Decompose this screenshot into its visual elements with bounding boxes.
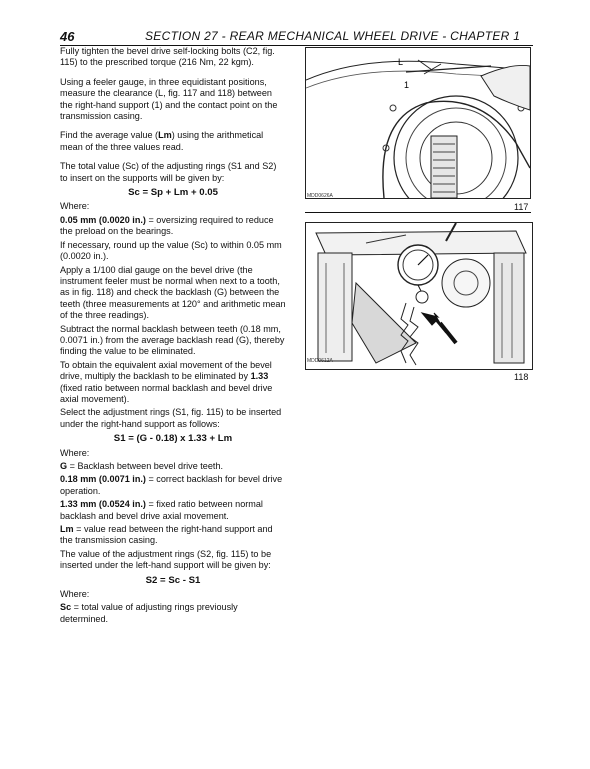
formula-s2: S2 = Sc - S1: [145, 574, 201, 586]
figure-118-drawing: [306, 223, 532, 369]
paragraph-8: To obtain the equivalent axial movement of the bevel drive, multiply the backlash to be eliminated by 1.33 (fixed ratio between normal backlash and bevel drive axial movement).: [60, 359, 273, 404]
definition-normal-backlash: 0.18 mm (0.0071 in.) = correct backlash for bevel drive operation.: [60, 474, 283, 496]
formula-s1: S1 = (G - 0.18) x 1.33 + Lm: [113, 433, 233, 445]
label-l: L: [398, 57, 404, 67]
page-header: [60, 29, 530, 45]
paragraph-7: Subtract the normal backlash between teeth (0.18 mm, 0.0071 in.) from the average backlash read (G), thereby finding the value to be eliminated.: [60, 323, 285, 357]
paragraph-3: Find the average value (Lm) using the arithmetical mean of the three values read.: [60, 130, 264, 152]
figure-117-rule: [305, 212, 531, 213]
definition-g: G = Backlash between bevel drive teeth.: [60, 461, 224, 471]
definition-sc: Sc = total value of adjusting rings previously determined.: [60, 602, 238, 624]
figure-118-code: MDD0612A: [307, 358, 333, 364]
figure-117-number: 117: [514, 202, 529, 212]
where-label-3: Where:: [60, 589, 90, 600]
definition-lm: Lm = value read between the right-hand support and the transmission casing.: [60, 524, 273, 546]
paragraph-6: Apply a 1/100 dial gauge on the bevel drive (the instrument feeler must be normal when next to a tooth, as in fig. 118) and check the backlash (G) between the teeth (three measurements at 120° and arithmetic mean of the three readings).: [60, 264, 286, 321]
paragraph-2: Using a feeler gauge, in three equidistant positions, measure the clearance (L, fig. 117 and 118) between the right-hand support (1) and the contact point on the transmission casing.: [60, 76, 278, 122]
text-column: [60, 46, 286, 625]
where-label-2: Where:: [60, 447, 90, 458]
where-label-1: Where:: [60, 201, 90, 212]
paragraph-9: Select the adjustment rings (S1, fig. 115) to be inserted under the right-hand support as follows:: [60, 407, 282, 429]
figure-117: [305, 47, 531, 199]
formula-sc: Sc = Sp + Lm + 0.05: [128, 187, 218, 199]
label-1: 1: [404, 80, 410, 90]
paragraph-4: The total value (Sc) of the adjusting rings (S1 and S2) to insert on the supports will be given by:: [60, 161, 277, 183]
section-title: SECTION 27 - REAR MECHANICAL WHEEL DRIVE - CHAPTER 1: [145, 29, 521, 43]
definition-oversizing: 0.05 mm (0.0020 in.) = oversizing required to reduce the preload on the bearings.: [60, 214, 274, 237]
figure-118: [305, 222, 533, 370]
definition-ratio: 1.33 mm (0.0524 in.) = fixed ratio between normal backlash and bevel drive axial movement.: [60, 499, 263, 521]
figure-118-number: 118: [514, 372, 529, 382]
page-number: 46: [60, 29, 75, 44]
figure-117-code: MDD0626A: [307, 193, 333, 199]
paragraph-1: Fully tighten the bevel drive self-locking bolts (C2, fig. 115) to the prescribed torque (216 Nm, 22 kgm).: [60, 46, 275, 68]
paragraph-5: If necessary, round up the value (Sc) to within 0.05 mm (0.0020 in.).: [60, 239, 282, 262]
figure-117-drawing: [306, 48, 530, 198]
paragraph-10: The value of the adjustment rings (S2, fig. 115) to be inserted under the left-hand support will be given by:: [60, 548, 272, 571]
